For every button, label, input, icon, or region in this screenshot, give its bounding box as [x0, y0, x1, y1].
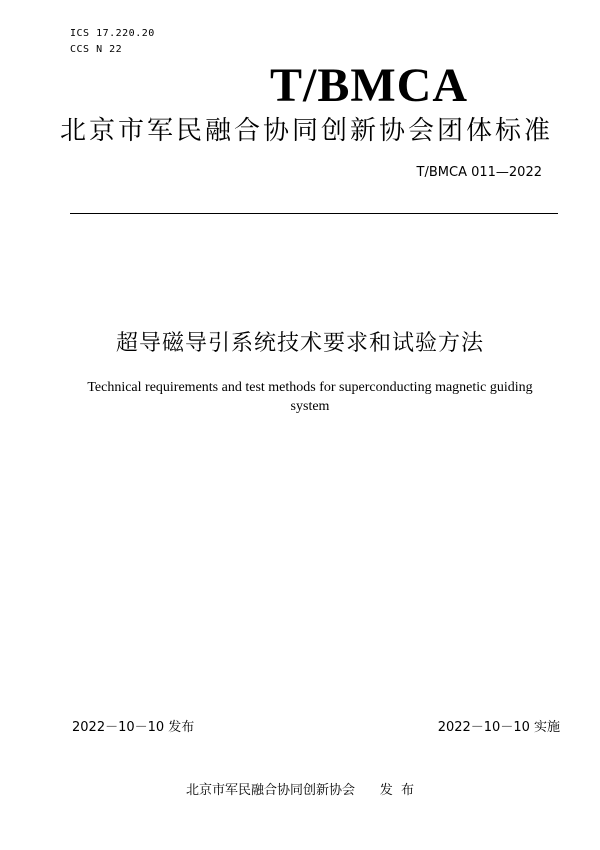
ccs-code: CCS N 22: [70, 44, 123, 55]
document-title-chinese: 超导磁导引系统技术要求和试验方法: [115, 331, 484, 356]
header-divider: [70, 213, 558, 214]
publisher-line: 北京市军民融合协同创新协会 发 布: [185, 783, 415, 798]
standard-number: T/BMCA 011—2022: [416, 165, 542, 180]
implementation-date: 2022－10－10 实施: [437, 720, 560, 735]
standard-logo: T/BMCA: [270, 59, 468, 112]
document-title-english: Technical requirements and test methods for superconducting magnetic guiding system: [87, 380, 533, 414]
association-standard-heading: 北京市军民融合协同创新协会团体标准: [60, 116, 554, 146]
publication-date: 2022－10－10 发布: [72, 720, 195, 735]
ics-code: ICS 17.220.20: [70, 28, 155, 39]
